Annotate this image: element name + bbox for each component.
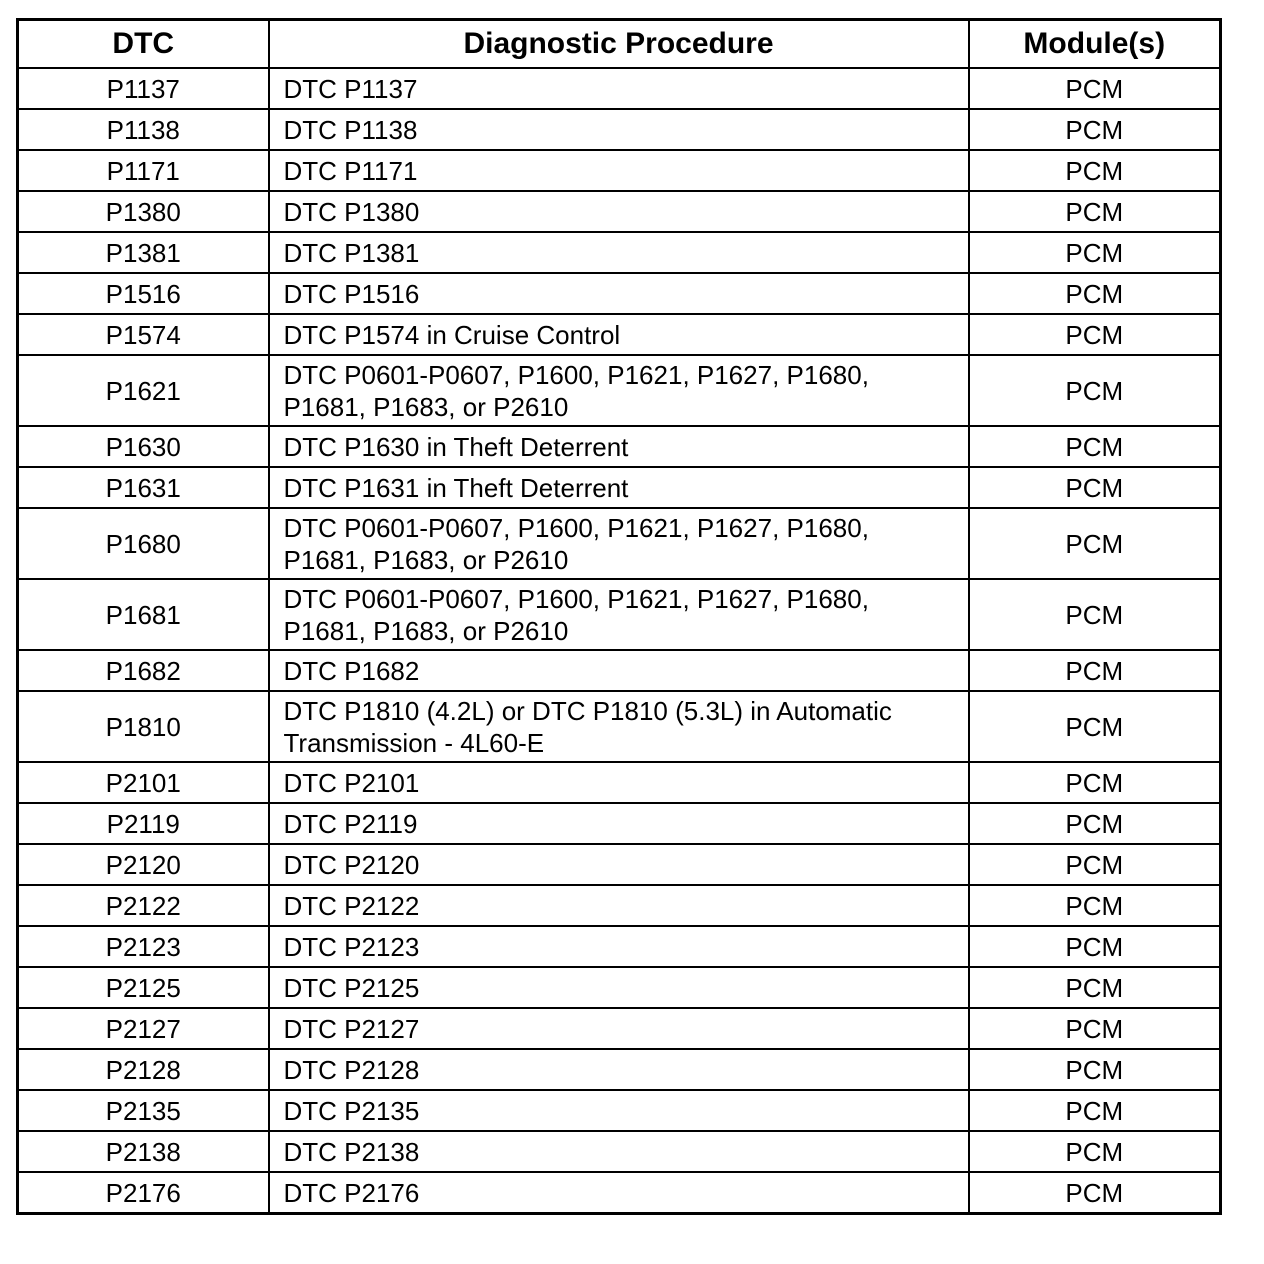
table-row	[18, 1131, 1221, 1172]
dtc-code-cell: P1631	[18, 467, 269, 508]
table-row	[18, 885, 1221, 926]
module-cell: PCM	[969, 1172, 1221, 1214]
table-row	[18, 508, 1221, 579]
procedure-cell: DTC P1381	[269, 232, 969, 273]
dtc-code-cell: P2101	[18, 762, 269, 803]
dtc-code-cell: P2119	[18, 803, 269, 844]
table-row	[18, 1008, 1221, 1049]
procedure-cell: DTC P1171	[269, 150, 969, 191]
dtc-code-cell: P1630	[18, 426, 269, 467]
table-row	[18, 803, 1221, 844]
procedure-cell: DTC P2123	[269, 926, 969, 967]
module-cell: PCM	[969, 885, 1221, 926]
dtc-code-cell: P1682	[18, 650, 269, 691]
table-row	[18, 579, 1221, 650]
dtc-code-cell: P2123	[18, 926, 269, 967]
module-cell: PCM	[969, 1090, 1221, 1131]
dtc-code-cell: P2176	[18, 1172, 269, 1214]
table-row	[18, 467, 1221, 508]
table-row	[18, 691, 1221, 762]
dtc-code-cell: P2127	[18, 1008, 269, 1049]
module-cell: PCM	[969, 926, 1221, 967]
procedure-cell: DTC P1631 in Theft Deterrent	[269, 467, 969, 508]
dtc-code-cell: P2138	[18, 1131, 269, 1172]
table-row	[18, 109, 1221, 150]
table-row	[18, 426, 1221, 467]
table-row	[18, 1090, 1221, 1131]
dtc-code-cell: P1381	[18, 232, 269, 273]
module-cell: PCM	[969, 273, 1221, 314]
table-row	[18, 314, 1221, 355]
dtc-table	[16, 18, 1222, 1215]
header-diagnostic-procedure: Diagnostic Procedure	[269, 20, 969, 69]
module-cell: PCM	[969, 967, 1221, 1008]
module-cell: PCM	[969, 426, 1221, 467]
module-cell: PCM	[969, 1049, 1221, 1090]
module-cell: PCM	[969, 1131, 1221, 1172]
dtc-code-cell: P1516	[18, 273, 269, 314]
procedure-cell: DTC P1810 (4.2L) or DTC P1810 (5.3L) in Automatic Transmission - 4L60-E	[269, 691, 969, 762]
procedure-cell: DTC P2127	[269, 1008, 969, 1049]
table-row	[18, 232, 1221, 273]
procedure-cell: DTC P0601-P0607, P1600, P1621, P1627, P1680, P1681, P1683, or P2610	[269, 579, 969, 650]
module-cell: PCM	[969, 691, 1221, 762]
table-row	[18, 191, 1221, 232]
table-row	[18, 650, 1221, 691]
procedure-cell: DTC P2128	[269, 1049, 969, 1090]
table-row	[18, 68, 1221, 109]
module-cell: PCM	[969, 191, 1221, 232]
dtc-code-cell: P2135	[18, 1090, 269, 1131]
procedure-cell: DTC P2120	[269, 844, 969, 885]
module-cell: PCM	[969, 650, 1221, 691]
module-cell: PCM	[969, 579, 1221, 650]
procedure-cell: DTC P2101	[269, 762, 969, 803]
procedure-cell: DTC P0601-P0607, P1600, P1621, P1627, P1680, P1681, P1683, or P2610	[269, 508, 969, 579]
module-cell: PCM	[969, 1008, 1221, 1049]
procedure-cell: DTC P1380	[269, 191, 969, 232]
module-cell: PCM	[969, 762, 1221, 803]
procedure-cell: DTC P2119	[269, 803, 969, 844]
procedure-cell: DTC P1630 in Theft Deterrent	[269, 426, 969, 467]
procedure-cell: DTC P1682	[269, 650, 969, 691]
table-row	[18, 967, 1221, 1008]
procedure-cell: DTC P1138	[269, 109, 969, 150]
dtc-code-cell: P1681	[18, 579, 269, 650]
dtc-code-cell: P1574	[18, 314, 269, 355]
dtc-code-cell: P2120	[18, 844, 269, 885]
header-row	[18, 20, 1221, 69]
dtc-code-cell: P1810	[18, 691, 269, 762]
header-dtc: DTC	[18, 20, 269, 69]
procedure-cell: DTC P2122	[269, 885, 969, 926]
table-row	[18, 150, 1221, 191]
module-cell: PCM	[969, 467, 1221, 508]
procedure-cell: DTC P2138	[269, 1131, 969, 1172]
dtc-code-cell: P1138	[18, 109, 269, 150]
module-cell: PCM	[969, 355, 1221, 426]
header-modules: Module(s)	[969, 20, 1221, 69]
dtc-code-cell: P2122	[18, 885, 269, 926]
procedure-cell: DTC P1516	[269, 273, 969, 314]
table-row	[18, 1049, 1221, 1090]
procedure-cell: DTC P0601-P0607, P1600, P1621, P1627, P1680, P1681, P1683, or P2610	[269, 355, 969, 426]
table-row	[18, 844, 1221, 885]
table-row	[18, 926, 1221, 967]
dtc-code-cell: P2128	[18, 1049, 269, 1090]
table-row	[18, 355, 1221, 426]
dtc-code-cell: P2125	[18, 967, 269, 1008]
module-cell: PCM	[969, 109, 1221, 150]
table-row	[18, 762, 1221, 803]
module-cell: PCM	[969, 508, 1221, 579]
table-row	[18, 1172, 1221, 1214]
procedure-cell: DTC P1137	[269, 68, 969, 109]
dtc-code-cell: P1137	[18, 68, 269, 109]
dtc-code-cell: P1621	[18, 355, 269, 426]
module-cell: PCM	[969, 844, 1221, 885]
procedure-cell: DTC P2135	[269, 1090, 969, 1131]
module-cell: PCM	[969, 68, 1221, 109]
procedure-cell: DTC P2176	[269, 1172, 969, 1214]
module-cell: PCM	[969, 150, 1221, 191]
procedure-cell: DTC P1574 in Cruise Control	[269, 314, 969, 355]
dtc-code-cell: P1380	[18, 191, 269, 232]
dtc-code-cell: P1680	[18, 508, 269, 579]
module-cell: PCM	[969, 803, 1221, 844]
module-cell: PCM	[969, 314, 1221, 355]
dtc-code-cell: P1171	[18, 150, 269, 191]
table-row	[18, 273, 1221, 314]
module-cell: PCM	[969, 232, 1221, 273]
procedure-cell: DTC P2125	[269, 967, 969, 1008]
